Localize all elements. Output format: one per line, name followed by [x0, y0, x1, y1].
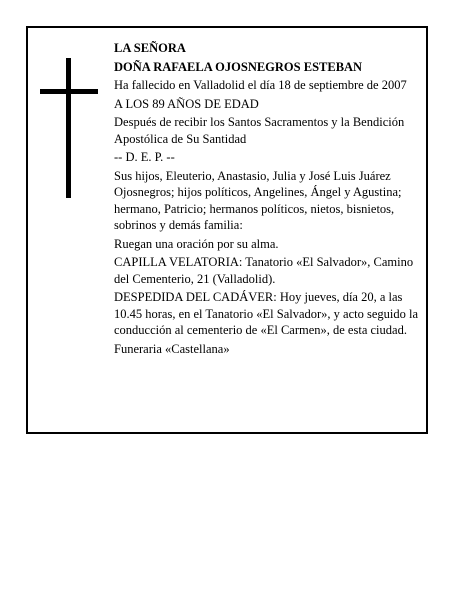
obituary-notice	[26, 26, 428, 434]
farewell-info: DESPEDIDA DEL CADÁVER: Hoy jueves, día 20, a las 10.45 horas, en el Tanatorio «El Salvador», y acto seguido la conducción al cementerio de «El Carmen», de esta ciudad.	[114, 290, 419, 337]
deceased-name: DOÑA RAFAELA OJOSNEGROS ESTEBAN	[114, 59, 363, 74]
sacraments-statement: Después de recibir los Santos Sacramentos y la Bendición Apostólica de Su Santidad	[114, 115, 405, 146]
age-statement: A LOS 89 AÑOS DE EDAD	[114, 96, 259, 111]
cross-horizontal-bar	[40, 89, 98, 94]
rip-line: -- D. E. P. --	[114, 150, 175, 164]
notice-text	[114, 40, 428, 359]
family-statement: Sus hijos, Eleuterio, Anastasio, Julia y José Luis Juárez Ojosnegros; hijos políticos, Angelines, Ángel y Agustina; hermano, Patricio; hermanos políticos, nietos, bisnietos, sobrinos y demás familia:	[114, 168, 402, 232]
prayer-request: Ruegan una oración por su alma.	[114, 236, 279, 251]
notice-title: LA SEÑORA	[114, 41, 186, 55]
chapel-info: CAPILLA VELATORIA: Tanatorio «El Salvador», Camino del Cementerio, 21 (Valladolid).	[114, 255, 414, 286]
death-statement: Ha fallecido en Valladolid el día 18 de septiembre de 2007	[114, 78, 407, 92]
cross-icon	[40, 58, 100, 198]
funeral-home: Funeraria «Castellana»	[114, 341, 230, 356]
cross-vertical-bar	[66, 58, 71, 198]
